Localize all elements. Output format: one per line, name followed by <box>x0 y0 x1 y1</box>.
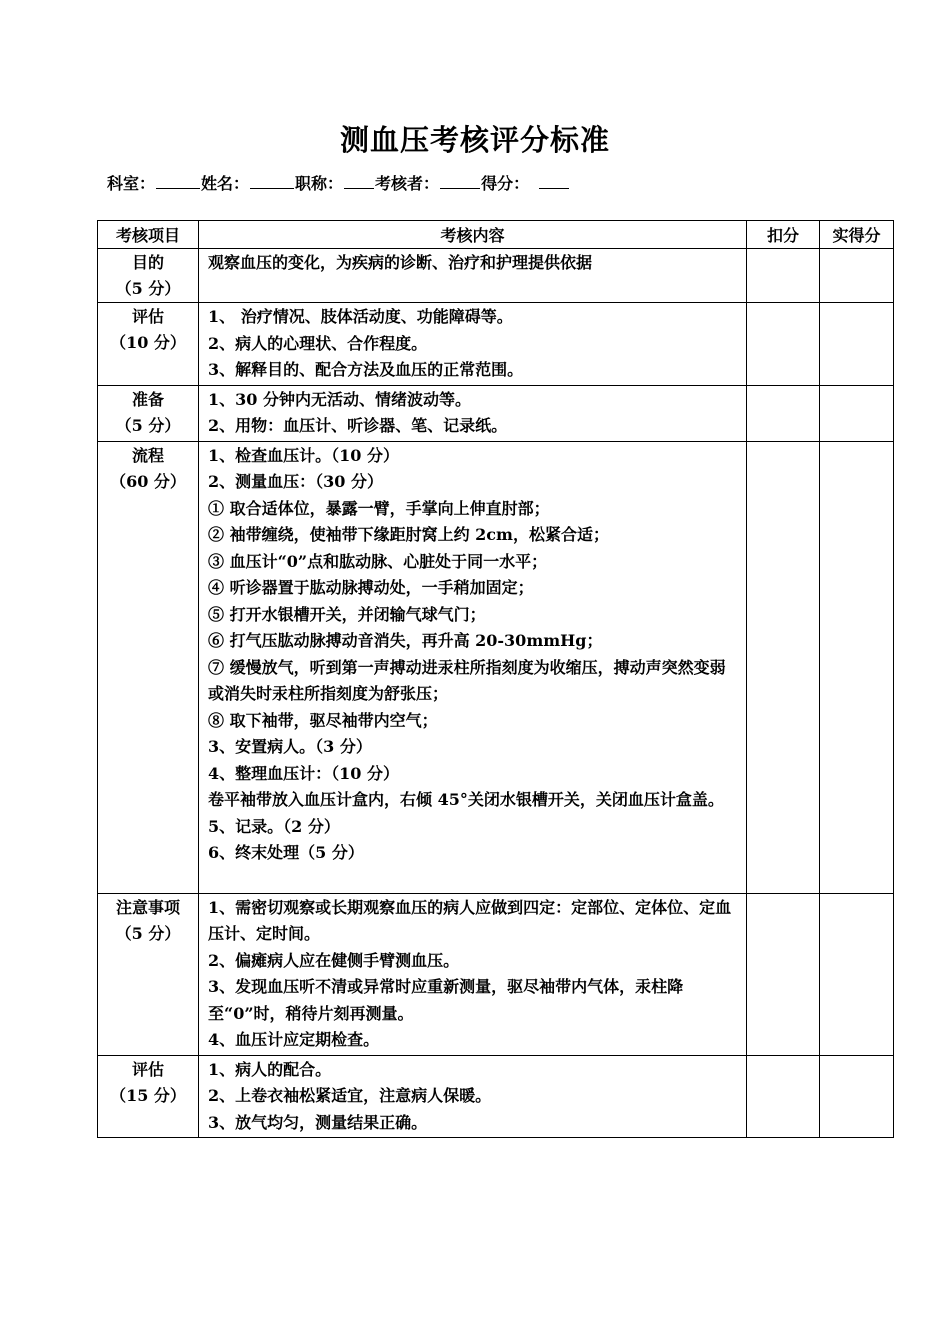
dept-blank <box>156 174 200 189</box>
page-title: 测血压考核评分标准 <box>339 123 610 157</box>
deduction-cell[interactable] <box>747 249 820 303</box>
actual-score-cell[interactable] <box>820 893 894 1055</box>
actual-score-cell[interactable] <box>820 385 894 441</box>
content-line: 5、记录。（2 分） <box>208 816 340 836</box>
table-row <box>98 893 894 1055</box>
header-deduction: 扣分 <box>747 221 820 249</box>
content-line: 1、需密切观察或长期观察血压的病人应做到四定：定部位、定体位、定血压计、定时间。 <box>208 897 732 943</box>
table-row <box>98 385 894 441</box>
content-line: ② 袖带缠绕，使袖带下缘距肘窝上约 2cm，松紧合适； <box>208 525 609 544</box>
content-line: ① 取合适体位，暴露一臂，手掌向上伸直肘部； <box>208 498 550 518</box>
content-line: ⑦ 缓慢放气，听到第一声搏动进汞柱所指刻度为收缩压，搏动声突然变弱或消失时汞柱所指刻度为舒张压； <box>208 657 726 703</box>
item-cell <box>98 385 199 441</box>
content-cell <box>199 303 747 386</box>
content-line: 2、病人的心理状、合作程度。 <box>208 333 428 353</box>
content-line: 2、用物：血压计、听诊器、笔、记录纸。 <box>208 416 508 435</box>
table-row <box>98 249 894 303</box>
actual-score-cell[interactable] <box>820 303 894 386</box>
content-line: 2、上卷衣袖松紧适宜，注意病人保暖。 <box>208 1086 492 1105</box>
content-cell <box>199 385 747 441</box>
item-points: （15 分） <box>110 1085 186 1105</box>
content-line: 3、发现血压听不清或异常时应重新测量，驱尽袖带内气体，汞柱降至“0”时，稍待片刻再测量。 <box>208 977 684 1023</box>
deduction-cell[interactable] <box>747 893 820 1055</box>
item-name: 评估 <box>131 1059 164 1079</box>
header-content: 考核内容 <box>199 221 747 249</box>
table-row <box>98 1055 894 1138</box>
name-blank <box>250 174 294 189</box>
table-header-row <box>98 221 894 249</box>
content-line: 观察血压的变化，为疾病的诊断、治疗和护理提供依据 <box>208 253 593 272</box>
content-cell <box>199 1055 747 1138</box>
item-cell <box>98 441 199 893</box>
content-line: 3、放气均匀，测量结果正确。 <box>208 1112 428 1132</box>
content-cell <box>199 249 747 303</box>
item-cell <box>98 303 199 386</box>
header-info-line <box>107 171 570 194</box>
deduction-cell[interactable] <box>747 303 820 386</box>
item-cell <box>98 893 199 1055</box>
content-line: 1、检查血压计。（10 分） <box>208 445 399 465</box>
content-line: 2、偏瘫病人应在健侧手臂测血压。 <box>208 950 460 970</box>
item-name: 目的 <box>131 253 164 272</box>
content-line: ⑤ 打开水银槽开关，并闭输气球气门； <box>208 604 486 624</box>
deduction-cell[interactable] <box>747 441 820 893</box>
title-label: 职称： <box>295 174 344 193</box>
content-line: 3、安置病人。（3 分） <box>208 737 372 756</box>
score-label: 得分： <box>481 174 530 193</box>
actual-score-cell[interactable] <box>820 1055 894 1138</box>
item-points: （5 分） <box>115 923 181 943</box>
content-line: 1、 治疗情况、肢体活动度、功能障碍等。 <box>208 307 513 326</box>
name-label: 姓名： <box>201 174 250 193</box>
content-line: 2、测量血压：（30 分） <box>208 472 383 491</box>
examiner-label: 考核者： <box>375 174 440 193</box>
table-row <box>98 441 894 893</box>
item-points: （5 分） <box>115 279 181 298</box>
deduction-cell[interactable] <box>747 385 820 441</box>
content-line: ⑧ 取下袖带，驱尽袖带内空气； <box>208 710 438 730</box>
dept-label: 科室： <box>107 174 156 193</box>
title-blank <box>344 174 374 189</box>
content-line: 4、整理血压计：（10 分） <box>208 763 399 783</box>
content-cell <box>199 441 747 893</box>
content-line: 1、30 分钟内无活动、情绪波动等。 <box>208 389 471 409</box>
content-line: 1、病人的配合。 <box>208 1059 332 1079</box>
item-name: 评估 <box>131 307 164 326</box>
deduction-cell[interactable] <box>747 1055 820 1138</box>
examiner-blank <box>440 174 480 189</box>
header-item: 考核项目 <box>98 221 199 249</box>
item-points: （5 分） <box>115 415 181 435</box>
table-row <box>98 303 894 386</box>
item-cell <box>98 1055 199 1138</box>
header-actual-score: 实得分 <box>820 221 894 249</box>
scoring-table <box>97 220 894 1138</box>
item-name: 流程 <box>131 445 164 465</box>
content-line: ④ 听诊器置于肱动脉搏动处，一手稍加固定； <box>208 578 534 597</box>
item-points: （60 分） <box>110 471 186 491</box>
item-name: 准备 <box>131 389 164 409</box>
item-points: （10 分） <box>110 333 186 352</box>
content-cell <box>199 893 747 1055</box>
actual-score-cell[interactable] <box>820 249 894 303</box>
content-line: 4、血压计应定期检查。 <box>208 1030 380 1049</box>
item-cell <box>98 249 199 303</box>
score-blank <box>539 174 569 189</box>
content-line: 卷平袖带放入血压计盒内，右倾 45°关闭水银槽开关，关闭血压计盒盖。 <box>208 790 724 809</box>
content-line: 3、解释目的、配合方法及血压的正常范围。 <box>208 360 524 379</box>
content-line: 6、终末处理（5 分） <box>208 843 364 862</box>
content-line: ⑥ 打气压肱动脉搏动音消失，再升高 20-30mmHg； <box>208 631 603 650</box>
actual-score-cell[interactable] <box>820 441 894 893</box>
content-line: ③ 血压计“0”点和肱动脉、心脏处于同一水平； <box>208 551 548 571</box>
item-name: 注意事项 <box>115 897 180 917</box>
